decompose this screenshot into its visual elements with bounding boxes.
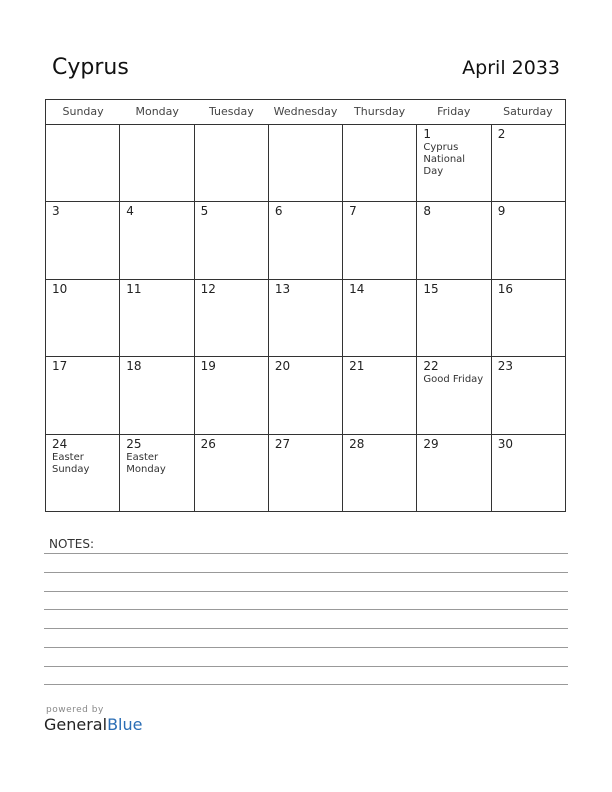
day-number: 18 [126, 359, 142, 374]
day-cell-24 [46, 435, 120, 512]
brand-name [44, 716, 142, 734]
day-cell-6 [269, 202, 343, 278]
week-row [46, 357, 565, 434]
notes-line [44, 628, 568, 629]
day-cell-11 [120, 280, 194, 356]
notes-line [44, 553, 568, 554]
day-cell-21 [343, 357, 417, 433]
day-number: 11 [126, 281, 142, 296]
day-cell-13 [269, 280, 343, 356]
day-cell-empty [46, 125, 120, 201]
weeks-container [46, 125, 565, 512]
weekday-header-row [46, 100, 565, 125]
day-number: 23 [497, 359, 513, 374]
day-number: 1 [423, 127, 432, 141]
day-cell-15 [417, 280, 491, 356]
day-number: 15 [423, 281, 439, 296]
day-cell-12 [195, 280, 269, 356]
day-cell-empty [120, 125, 194, 201]
day-cell-3 [46, 202, 120, 278]
weekday-wednesday: Wednesday [273, 105, 338, 118]
day-number: 2 [497, 127, 506, 141]
country-title: Cyprus [52, 55, 129, 80]
day-cell-18 [120, 357, 194, 433]
day-cell-23 [492, 357, 565, 433]
day-number: 20 [274, 359, 291, 374]
day-cell-2 [492, 125, 565, 201]
day-cell-7 [343, 202, 417, 278]
day-cell-5 [195, 202, 269, 278]
notes-line [44, 647, 568, 648]
day-number: 12 [200, 281, 216, 296]
day-cell-14 [343, 280, 417, 356]
day-number: 3 [52, 204, 60, 219]
day-cell-22 [417, 357, 491, 433]
day-cell-19 [195, 357, 269, 433]
brand-blue: Blue [107, 715, 143, 734]
day-number: 6 [274, 204, 283, 219]
day-number: 14 [349, 281, 365, 296]
day-cell-8 [417, 202, 491, 278]
week-row [46, 435, 565, 512]
notes-line [44, 572, 568, 573]
day-cell-4 [120, 202, 194, 278]
calendar-grid [45, 99, 566, 512]
day-number: 8 [423, 204, 432, 219]
day-number: 10 [52, 281, 68, 296]
week-row [46, 125, 565, 202]
day-number: 24 [52, 436, 68, 451]
day-number: 13 [274, 281, 291, 296]
day-number: 27 [274, 436, 291, 451]
notes-line [44, 591, 568, 592]
notes-label: NOTES: [49, 537, 94, 551]
day-number: 16 [497, 281, 513, 296]
notes-line [44, 609, 568, 610]
holiday-label: Easter Monday [126, 451, 166, 475]
week-row [46, 202, 565, 279]
holiday-label: Easter Sunday [52, 451, 90, 475]
day-number: 17 [52, 359, 68, 374]
day-number: 30 [497, 436, 513, 451]
holiday-label: Good Friday [423, 374, 484, 386]
day-number: 19 [200, 359, 216, 374]
day-cell-empty [343, 125, 417, 201]
day-cell-10 [46, 280, 120, 356]
weekday-thursday: Thursday [354, 105, 406, 118]
day-cell-17 [46, 357, 120, 433]
day-number: 7 [349, 204, 357, 219]
weekday-saturday: Saturday [503, 105, 553, 118]
day-cell-empty [269, 125, 343, 201]
day-cell-20 [269, 357, 343, 433]
day-number: 26 [200, 436, 216, 451]
week-row [46, 280, 565, 357]
day-cell-29 [417, 435, 491, 512]
day-cell-25 [120, 435, 194, 512]
brand-general: General [44, 715, 108, 734]
day-number: 4 [126, 204, 134, 219]
generalblue-logo [44, 705, 142, 734]
day-cell-27 [269, 435, 343, 512]
notes-line [44, 684, 568, 685]
day-number: 28 [349, 436, 365, 451]
day-number: 29 [423, 436, 439, 451]
day-number: 9 [497, 204, 506, 219]
day-cell-26 [195, 435, 269, 512]
weekday-sunday: Sunday [62, 105, 104, 118]
weekday-friday: Friday [437, 105, 471, 118]
weekday-tuesday: Tuesday [208, 105, 254, 118]
weekday-monday: Monday [135, 105, 179, 118]
day-cell-30 [492, 435, 565, 512]
month-year-title: April 2033 [462, 57, 560, 79]
day-cell-1 [417, 125, 491, 201]
day-number: 5 [200, 204, 209, 219]
day-cell-16 [492, 280, 565, 356]
day-cell-empty [195, 125, 269, 201]
holiday-label: Cyprus National Day [423, 142, 466, 177]
day-number: 22 [423, 359, 439, 374]
powered-by-text: powered by [46, 705, 104, 715]
day-cell-9 [492, 202, 565, 278]
day-number: 21 [349, 359, 365, 374]
notes-line [44, 666, 568, 667]
day-number: 25 [126, 436, 142, 451]
day-cell-28 [343, 435, 417, 512]
